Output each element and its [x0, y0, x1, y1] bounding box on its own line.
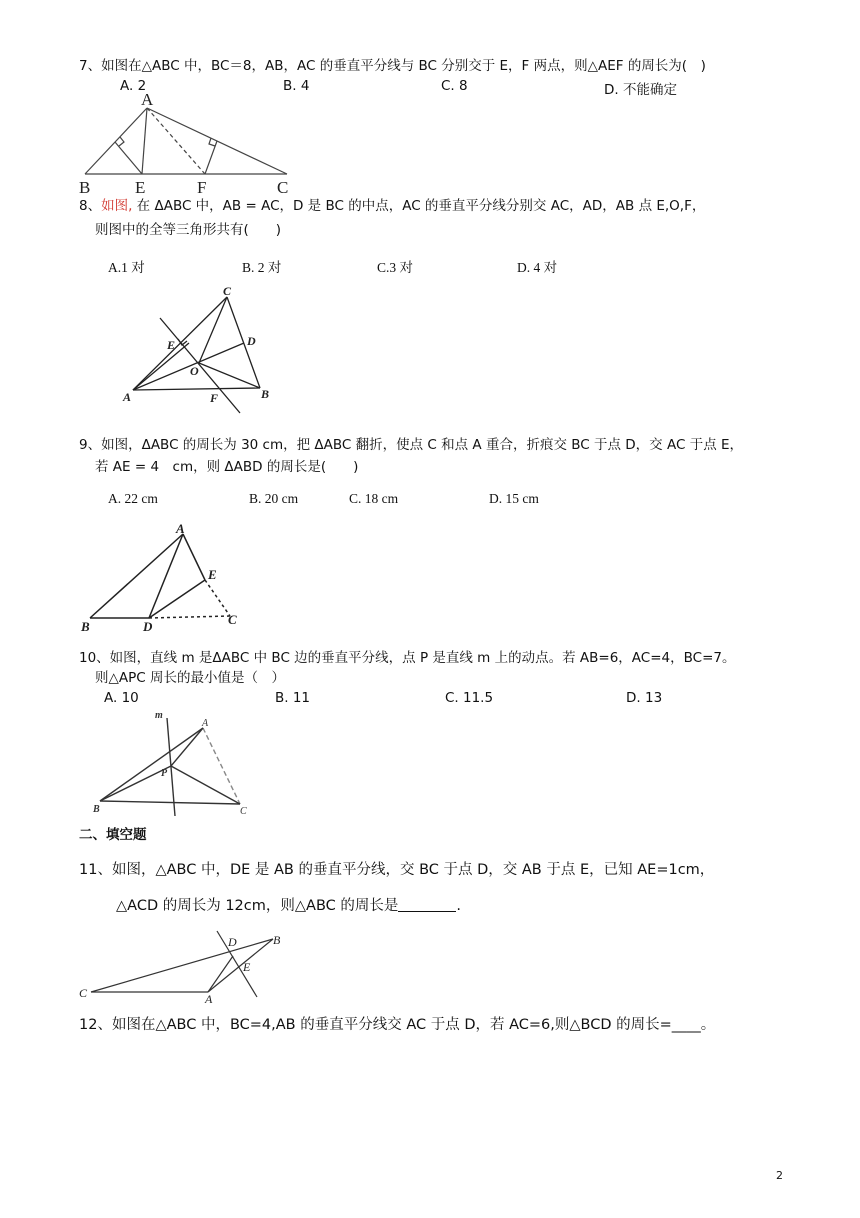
q9-option-d: D. 15 cm: [489, 491, 539, 506]
q9-line-ad: [149, 534, 183, 618]
q10-label-m: m: [155, 710, 163, 721]
q9-figure: [75, 520, 255, 638]
q7-line-ab: [85, 108, 147, 174]
q7-label-a: A: [141, 92, 154, 109]
q8-bisector: [160, 318, 240, 413]
q10-figure: [85, 708, 260, 820]
q10-option-c: C. 11.5: [445, 690, 494, 706]
q9-dashed-dc: [149, 616, 230, 618]
q7-label-e: E: [135, 178, 146, 196]
q10-line2: 则△APC 周长的最小值是（ ）: [95, 670, 285, 686]
q11-line-ab: [208, 939, 273, 992]
q8-line1: [79, 196, 705, 216]
q10-line-bc: [100, 801, 240, 804]
q9-label-e: E: [208, 567, 217, 582]
page-number: 2: [776, 1169, 783, 1182]
q8-red-prefix: 如图,: [101, 198, 133, 214]
q7-option-c: C. 8: [441, 78, 468, 94]
q12-text: 12、如图在△ABC 中，BC=4,AB 的垂直平分线交 AC 于点 D，若 AC=6,则△BCD 的周长=____。: [79, 1017, 716, 1033]
q7-option-a: A. 2: [120, 78, 147, 94]
q8-option-d: D. 4 对: [517, 260, 558, 275]
q8-number: 8、: [79, 198, 102, 214]
q11-label-c: C: [79, 986, 88, 1000]
q9-option-c: C. 18 cm: [349, 491, 399, 506]
q8-option-a: A.1 对: [108, 260, 145, 275]
q11-label-e: E: [243, 960, 251, 974]
q10-label-c: C: [240, 806, 247, 817]
q7-bisector-ac: [205, 141, 217, 174]
q8-line-ab: [133, 388, 260, 390]
q7-label-f: F: [197, 178, 207, 196]
q8-label-b: B: [261, 387, 270, 401]
q11-label-b: B: [273, 933, 281, 947]
q11-figure: [75, 927, 295, 1005]
q11-line2: [116, 896, 461, 916]
q10-label-b: B: [93, 804, 100, 815]
q7-label-b: B: [79, 178, 91, 196]
q10-option-b: B. 11: [275, 690, 311, 706]
q7-text: 7、如图在△ABC 中，BC＝8，AB，AC 的垂直平分线与 BC 分别交于 E，F 两点，则△AEF 的周长为( ): [79, 58, 706, 74]
q10-option-a: A. 10: [104, 690, 139, 706]
q7-line-ae: [142, 108, 147, 174]
q10-line-pc: [171, 766, 240, 804]
q8-label-o: O: [190, 364, 199, 378]
q7-label-c: C: [277, 178, 289, 196]
q11-line1: 11、如图，△ABC 中，DE 是 AB 的垂直平分线，交 BC 于点 D，交 AB 于点 E，已知 AE=1cm，: [79, 862, 715, 878]
q10-line1: 10、如图，直线 m 是ΔABC 中 BC 边的垂直平分线，点 P 是直线 m 上的动点。若 AB=6，AC=4，BC=7。: [79, 650, 736, 666]
q9-dashed-ec: [205, 580, 230, 616]
q9-label-a: A: [176, 521, 185, 536]
q7-figure: [75, 92, 295, 196]
q9-option-a: A. 22 cm: [108, 491, 158, 506]
q8-figure: [115, 285, 275, 415]
q11-label-d: D: [228, 935, 237, 949]
q9-line1: 9、如图，ΔABC 的周长为 30 cm，把 ΔABC 翻折，使点 C 和点 A 重合，折痕交 BC 于点 D，交 AC 于点 E，: [79, 437, 744, 453]
q8-option-c: C.3 对: [377, 260, 414, 275]
q8-label-a: A: [123, 390, 132, 404]
q10-label-p: P: [161, 768, 168, 779]
q8-label-f: F: [210, 391, 219, 405]
q8-line2: 则图中的全等三角形共有( ): [95, 222, 282, 238]
q9-label-b: B: [81, 619, 90, 634]
q8-line-ac: [133, 297, 227, 390]
q11-label-a: A: [205, 992, 213, 1005]
q7-right-angle-1: [119, 137, 124, 146]
q10-label-a: A: [202, 718, 209, 729]
q8-label-c: C: [223, 285, 232, 298]
q9-line2: 若 AE = 4 cm，则 ΔABD 的周长是( ): [95, 459, 359, 475]
q9-line-ab: [90, 534, 183, 618]
q9-option-b: B. 20 cm: [249, 491, 299, 506]
q9-line-ae: [183, 534, 205, 580]
q10-dashed-ac: [203, 728, 240, 804]
q8-option-b: B. 2 对: [242, 260, 282, 275]
q8-text1: 在 ΔABC 中，AB = AC，D 是 BC 的中点，AC 的垂直平分线分别交 AC，AD，AB 点 E,O,F，: [132, 198, 706, 214]
q11-period: .: [456, 898, 461, 914]
q10-option-d: D. 13: [626, 690, 663, 706]
q11-answer-blank[interactable]: [398, 897, 456, 912]
q7-line-af: [147, 108, 205, 174]
q8-line-oc: [199, 297, 227, 363]
q8-line-oc-part: [133, 343, 189, 390]
section-title-fill-in: 二、填空题: [79, 827, 147, 843]
q9-label-c: C: [228, 612, 237, 627]
q8-line-ad: [133, 343, 244, 390]
q7-option-d: D. 不能确定: [604, 82, 677, 98]
q8-label-e: E: [167, 338, 176, 352]
q10-line-ab: [100, 728, 203, 801]
q11-bisector: [217, 931, 257, 997]
q7-bisector-ab: [115, 142, 142, 174]
q8-label-d: D: [247, 334, 256, 348]
q7-option-b: B. 4: [283, 78, 310, 94]
q9-label-d: D: [143, 619, 153, 634]
q11-text2: △ACD 的周长为 12cm，则△ABC 的周长是: [116, 898, 399, 914]
